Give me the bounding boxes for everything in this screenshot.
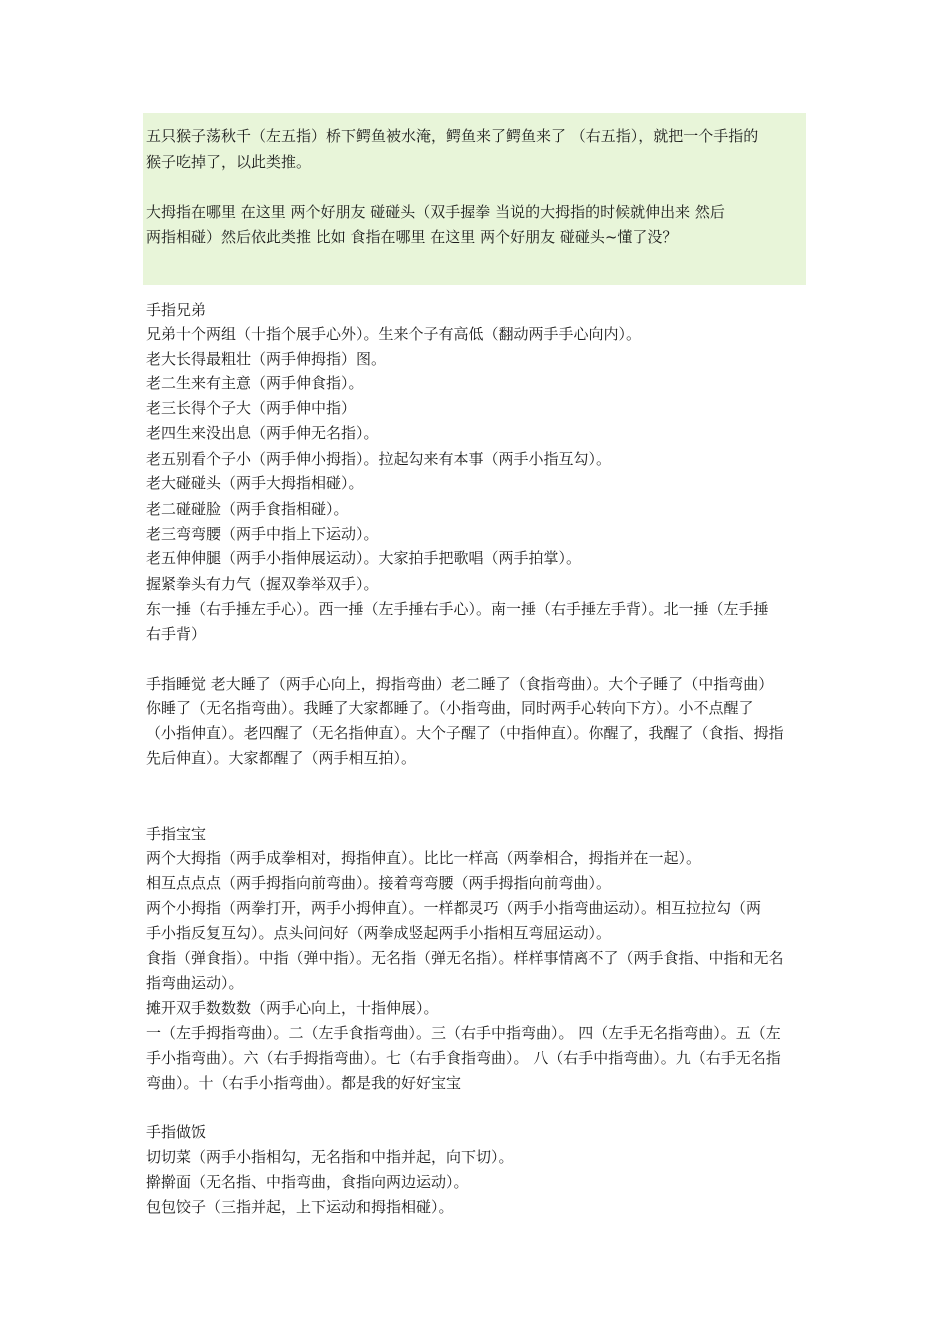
brothers-line: 老大长得最粗壮（两手伸拇指）图。 bbox=[146, 350, 387, 368]
highlight-para1-line-1: 五只猴子荡秋千（左五指）桥下鳄鱼被水淹，鳄鱼来了鳄鱼来了 （右五指），就把一个手指的 bbox=[146, 127, 759, 145]
cooking-line: 擀擀面（无名指、中指弯曲，食指向两边运动）。 bbox=[146, 1173, 469, 1191]
highlight-para2-line-1: 大拇指在哪里 在这里 两个好朋友 碰碰头（双手握拳 当说的大拇指的时候就伸出来 然后 bbox=[146, 203, 725, 221]
brothers-line: 握紧拳头有力气（握双拳举双手）。 bbox=[146, 575, 379, 593]
baby-line: 相互点点点（两手拇指向前弯曲）。接着弯弯腰（两手拇指向前弯曲）。 bbox=[146, 874, 612, 892]
brothers-line: 老二生来有主意（两手伸食指）。 bbox=[146, 374, 364, 392]
brothers-line: 老四生来没出息（两手伸无名指）。 bbox=[146, 424, 379, 442]
cooking-line: 切切菜（两手小指相勾，无名指和中指并起，向下切）。 bbox=[146, 1148, 514, 1166]
brothers-line: 老五伸伸腿（两手小指伸展运动）。大家拍手把歌唱（两手拍掌）。 bbox=[146, 549, 582, 567]
brothers-line: 老大碰碰头（两手大拇指相碰）。 bbox=[146, 474, 364, 492]
brothers-line: 兄弟十个两组（十指个展手心外）。生来个子有高低（翻动两手手心向内）。 bbox=[146, 325, 642, 343]
baby-line: 一（左手拇指弯曲）。二（左手食指弯曲）。三（右手中指弯曲）。 四（左手无名指弯曲）。五（左 bbox=[146, 1024, 781, 1042]
brothers-line: 老三长得个子大（两手伸中指） bbox=[146, 399, 357, 417]
sleep-line: （小指伸直）。老四醒了（无名指伸直）。大个子醒了（中指伸直）。你醒了，我醒了（食指、拇指 bbox=[146, 724, 784, 742]
highlight-para1-line-2: 猴子吃掉了，以此类推。 bbox=[146, 153, 312, 171]
sleep-line: 先后伸直）。大家都醒了（两手相互拍）。 bbox=[146, 749, 417, 767]
brothers-line: 老二碰碰脸（两手食指相碰）。 bbox=[146, 500, 349, 518]
baby-line: 摊开双手数数数（两手心向上，十指伸展）。 bbox=[146, 999, 439, 1017]
section-brothers-title: 手指兄弟 bbox=[146, 301, 207, 319]
baby-line: 两个小拇指（两拳打开，两手小拇伸直）。一样都灵巧（两手小指弯曲运动）。相互拉拉勾（两 bbox=[146, 899, 762, 917]
brothers-line: 右手背） bbox=[146, 625, 207, 643]
sleep-line: 你睡了（无名指弯曲）。我睡了大家都睡了。（小指弯曲，同时两手心转向下方）。小不点醒了 bbox=[146, 699, 754, 717]
brothers-line: 老五别看个子小（两手伸小拇指）。拉起勾来有本事（两手小指互勾）。 bbox=[146, 450, 612, 468]
brothers-line: 老三弯弯腰（两手中指上下运动）。 bbox=[146, 525, 379, 543]
section-baby-title: 手指宝宝 bbox=[146, 825, 207, 843]
section-cooking-title: 手指做饭 bbox=[146, 1123, 207, 1141]
brothers-line: 东一捶（右手捶左手心）。西一捶（左手捶右手心）。南一捶（右手捶左手背）。北一捶（左手捶 bbox=[146, 600, 769, 618]
baby-line: 食指（弹食指）。中指（弹中指）。无名指（弹无名指）。样样事情离不了（两手食指、中指和无名 bbox=[146, 949, 784, 967]
sleep-line: 手指睡觉 老大睡了（两手心向上，拇指弯曲）老二睡了（食指弯曲）。大个子睡了（中指弯曲） bbox=[146, 675, 774, 693]
baby-line: 两个大拇指（两手成拳相对，拇指伸直）。比比一样高（两拳相合，拇指并在一起）。 bbox=[146, 849, 702, 867]
baby-line: 手小指反复互勾）。点头问问好（两拳成竖起两手小指相互弯屈运动）。 bbox=[146, 924, 612, 942]
highlight-para2-line-2: 两指相碰）然后依此类推 比如 食指在哪里 在这里 两个好朋友 碰碰头~懂了没？ bbox=[146, 228, 678, 246]
baby-line: 指弯曲运动）。 bbox=[146, 974, 244, 992]
cooking-line: 包包饺子（三指并起，上下运动和拇指相碰）。 bbox=[146, 1198, 454, 1216]
baby-line: 手小指弯曲）。六（右手拇指弯曲）。七（右手食指弯曲）。 八（右手中指弯曲）。九（右手无名指 bbox=[146, 1049, 781, 1067]
baby-line: 弯曲）。十（右手小指弯曲）。都是我的好好宝宝 bbox=[146, 1074, 462, 1092]
